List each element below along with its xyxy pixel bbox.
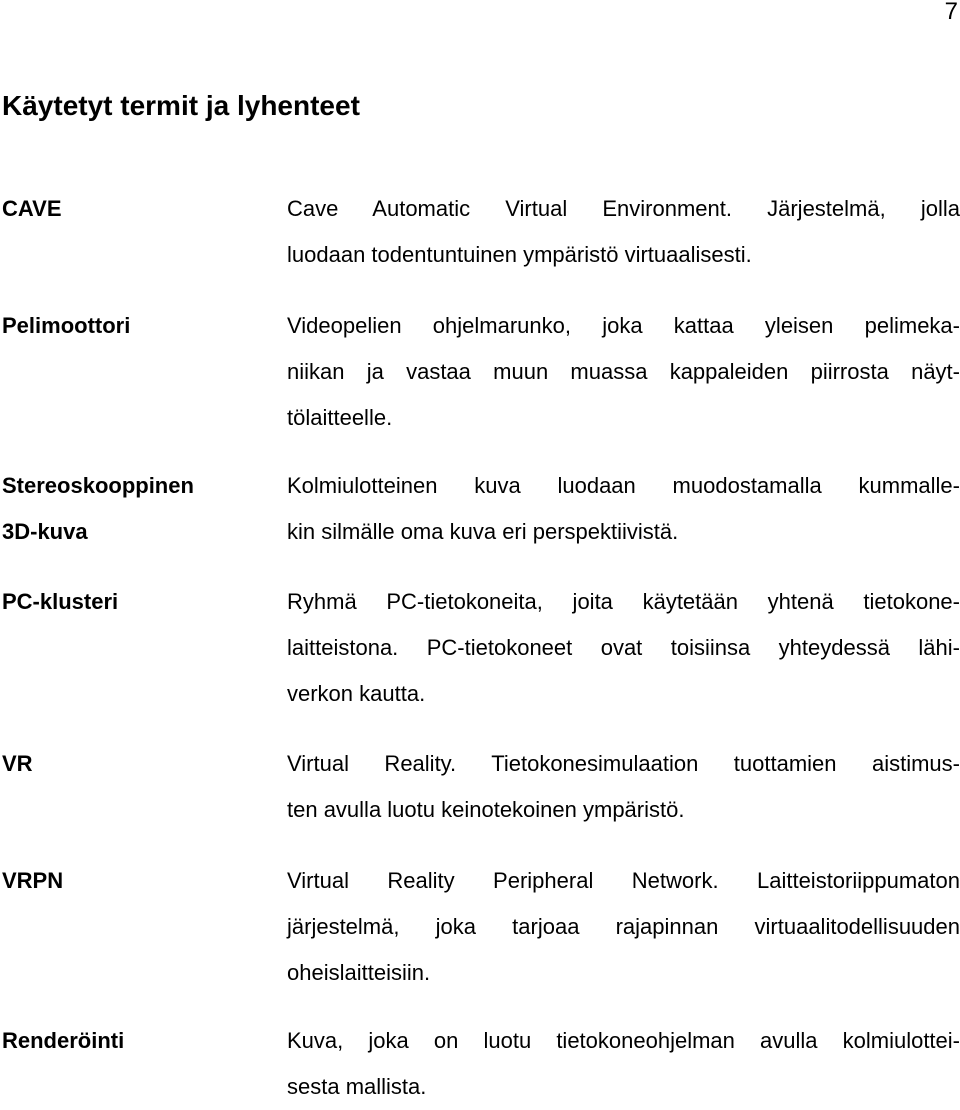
glossary-term xyxy=(2,579,252,625)
term-line: Renderöinti xyxy=(2,1028,125,1053)
definition-line: kin silmälle oma kuva eri perspektiivistä. xyxy=(287,519,679,544)
glossary-definition xyxy=(287,741,960,833)
term-line: CAVE xyxy=(2,196,62,221)
definition-line: Ryhmä PC-tietokoneita, joita käytetään yhtenä tietokone- xyxy=(287,589,960,614)
page-number: 7 xyxy=(944,0,958,25)
glossary-term xyxy=(2,1018,252,1064)
glossary-term xyxy=(2,186,252,232)
definition-line: Kuva, joka on luotu tietokoneohjelman avulla kolmiulottei- xyxy=(287,1028,960,1053)
glossary-definition xyxy=(287,186,960,278)
glossary-definition xyxy=(287,1018,960,1110)
definition-line: laitteistona. PC-tietokoneet ovat toisiinsa yhteydessä lähi- xyxy=(287,635,960,660)
term-line: VR xyxy=(2,751,33,776)
definition-line: luodaan todentuntuinen ympäristö virtuaalisesti. xyxy=(287,242,752,267)
definition-line: verkon kautta. xyxy=(287,681,426,706)
glossary-definition xyxy=(287,579,960,717)
glossary-term xyxy=(2,858,252,904)
definition-line: Videopelien ohjelmarunko, joka kattaa yleisen pelimeka- xyxy=(287,313,960,338)
glossary-definition xyxy=(287,858,960,996)
glossary-definition xyxy=(287,303,960,441)
glossary-term xyxy=(2,303,252,349)
page-heading: Käytetyt termit ja lyhenteet xyxy=(2,90,360,121)
glossary-term xyxy=(2,741,252,787)
definition-line: oheislaitteisiin. xyxy=(287,960,431,985)
definition-line: ten avulla luotu keinotekoinen ympäristö. xyxy=(287,797,685,822)
term-line: 3D-kuva xyxy=(2,519,88,544)
term-line: PC-klusteri xyxy=(2,589,119,614)
definition-line: Cave Automatic Virtual Environment. Järjestelmä, jolla xyxy=(287,196,960,221)
term-line: Stereoskooppinen xyxy=(2,473,194,498)
glossary-term xyxy=(2,463,252,555)
term-line: VRPN xyxy=(2,868,64,893)
definition-line: Kolmiulotteinen kuva luodaan muodostamalla kummalle- xyxy=(287,473,960,498)
term-line: Pelimoottori xyxy=(2,313,131,338)
definition-line: sesta mallista. xyxy=(287,1074,427,1099)
definition-line: järjestelmä, joka tarjoaa rajapinnan virtuaalitodellisuuden xyxy=(287,914,960,939)
definition-line: niikan ja vastaa muun muassa kappaleiden piirrosta näyt- xyxy=(287,359,960,384)
glossary-definition xyxy=(287,463,960,555)
definition-line: Virtual Reality Peripheral Network. Laitteistoriippumaton xyxy=(287,868,960,893)
definition-line: tölaitteelle. xyxy=(287,405,393,430)
definition-line: Virtual Reality. Tietokonesimulaation tuottamien aistimus- xyxy=(287,751,960,776)
